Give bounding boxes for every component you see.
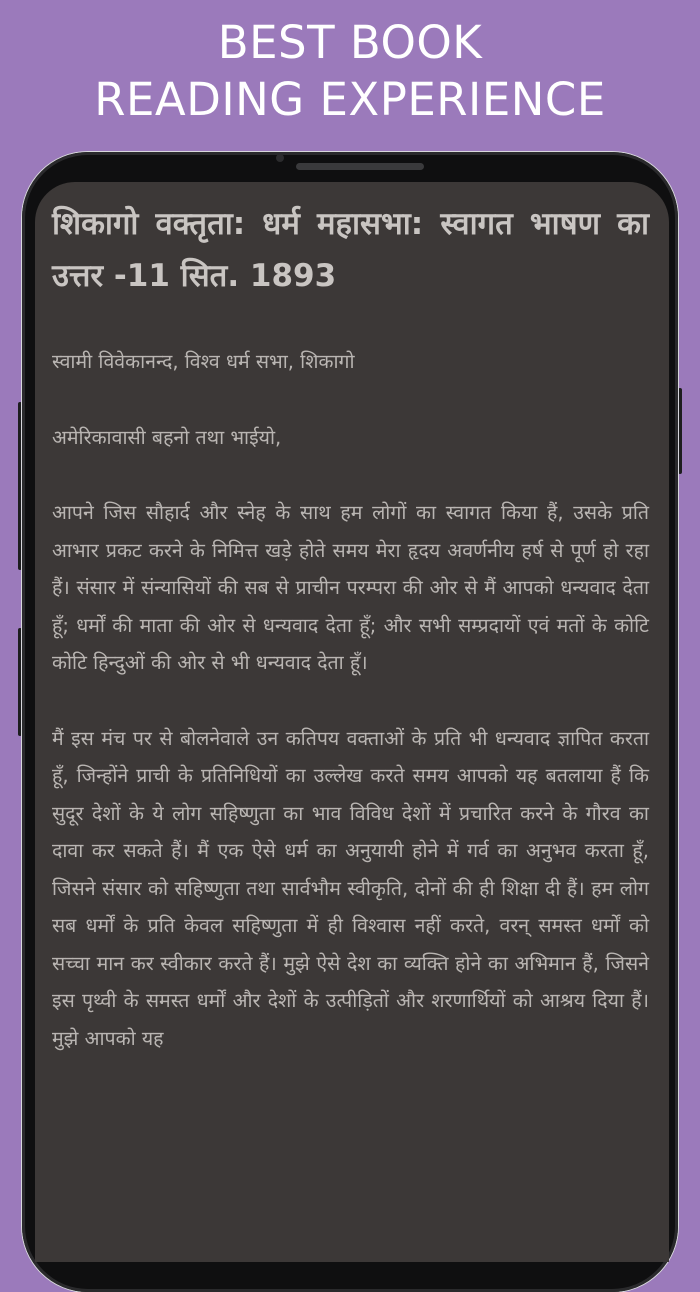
earpiece-speaker — [296, 163, 424, 170]
chapter-byline: स्वामी विवेकानन्द, विश्व धर्म सभा, शिकागो — [52, 350, 355, 373]
promo-line-1: BEST BOOK — [217, 16, 483, 69]
promo-headline — [0, 14, 700, 128]
speech-salutation: अमेरिकावासी बहनो तथा भाईयो, — [52, 426, 282, 449]
reader-screen[interactable] — [35, 182, 669, 1262]
chapter-title: शिकागो वक्तृता: धर्म महासभा: स्वागत भाषण का उत्तर -11 सित. 1893 — [52, 206, 649, 294]
front-camera-icon — [276, 154, 284, 162]
promo-line-2: READING EXPERIENCE — [94, 73, 606, 126]
body-paragraph-2: मैं इस मंच पर से बोलनेवाले उन कतिपय वक्ताओं के प्रति भी धन्यवाद ज्ञापित करता हूँ, जिन्होंने प्राची के प्रतिनिधियों का उल्लेख करते समय आपको यह बतलाया हैं कि सुदूर देशों के ये लोग सहिष्णुता का भाव विविध देशों में प्रचारित करने के गौरव का दावा कर सकते हैं। मैं एक ऐसे धर्म का अनुयायी होने में गर्व का अनुभव करता हूँ, जिसने संसार को सहिष्णुता तथा सार्वभौम स्वीकृति, दोनों की ही शिक्षा दी हैं। हम लोग सब धर्मों के प्रति केवल सहिष्णुता में ही विश्वास नहीं करते, वरन् समस्त धर्मों को सच्चा मान कर स्वीकार करते हैं। मुझे ऐसे देश का व्यक्ति होने का अभिमान हैं, जिसने इस पृथ्वी के समस्त धर्मों और देशों के उत्पीड़ितों और शरणार्थियों को आश्रय दिया हैं। मुझे आपको यह — [52, 726, 649, 1050]
phone-power-button — [678, 388, 682, 474]
body-paragraph-1: आपने जिस सौहार्द और स्नेह के साथ हम लोगों का स्वागत किया हैं, उसके प्रति आभार प्रकट करने के निमित्त खड़े होते समय मेरा हृदय अवर्णनीय हर्ष से पूर्ण हो रहा हैं। संसार में संन्यासियों की सब से प्राचीन परम्परा की ओर से मैं आपको धन्यवाद देता हूँ; धर्मों की माता की ओर से धन्यवाद देता हूँ; और सभी सम्प्रदायों एवं मतों के कोटि कोटि हिन्दुओं की ओर से भी धन्यवाद देता हूँ। — [52, 501, 649, 674]
reader-content[interactable] — [52, 198, 649, 1057]
